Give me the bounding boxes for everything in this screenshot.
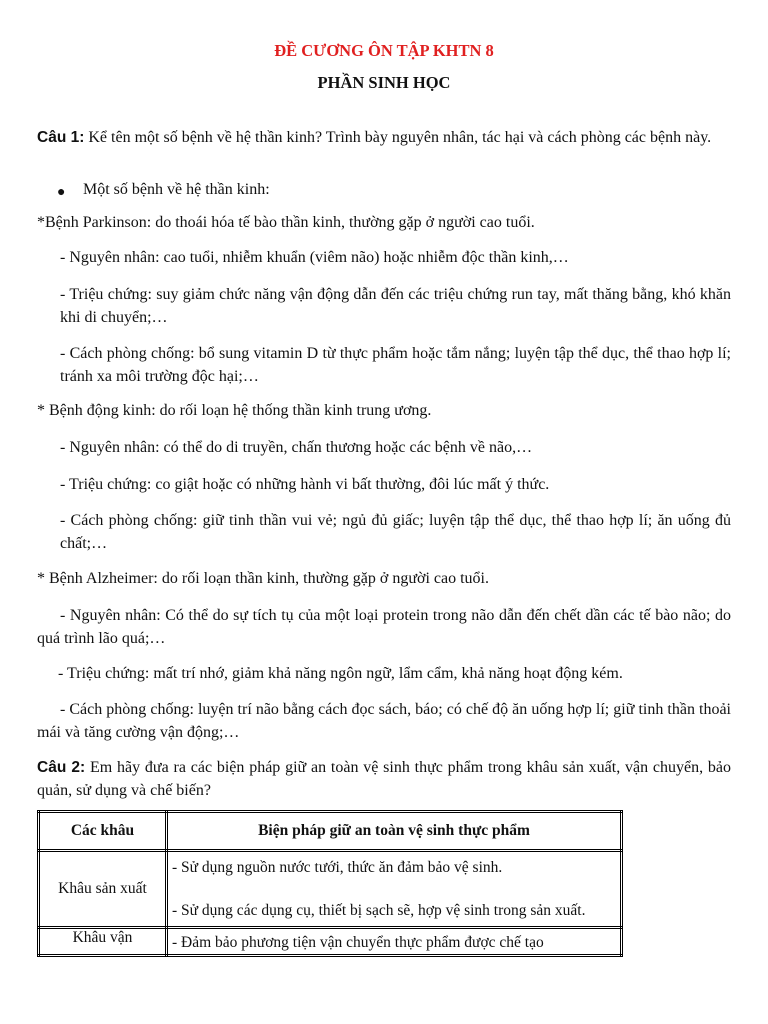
alzheimer-prevention: - Cách phòng chống: luyện trí não bằng cách đọc sách, báo; có chế độ ăn uống hợp lí; giữ tinh thần thoải mái và tăng cường vận động;… bbox=[37, 701, 731, 741]
alzheimer-symptom: - Triệu chứng: mất trí nhớ, giảm khả năng ngôn ngữ, lẩm cẩm, khả năng hoạt động kém. bbox=[58, 665, 623, 682]
parkinson-prevention: - Cách phòng chống: bổ sung vitamin D từ thực phẩm hoặc tắm nắng; luyện tập thể dục, thể thao hợp lí; tránh xa môi trường độc hại;… bbox=[60, 345, 731, 385]
question-2-label: Câu 2: bbox=[37, 759, 86, 776]
measure-item: - Sử dụng các dụng cụ, thiết bị sạch sẽ, hợp vệ sinh trong sản xuất. bbox=[172, 902, 586, 919]
table-header-row bbox=[39, 812, 622, 851]
question-2-text: Em hãy đưa ra các biện pháp giữ an toàn vệ sinh thực phẩm trong khâu sản xuất, vận chuyển, bảo quản, sử dụng và chế biến? bbox=[37, 759, 732, 799]
question-2 bbox=[37, 756, 731, 802]
alzheimer-cause: - Nguyên nhân: Có thể do sự tích tụ của một loại protein trong não dẫn đến chết dần các tế bào não; do quá trình lão quá;… bbox=[37, 607, 731, 647]
question-1-text: Kể tên một số bệnh về hệ thần kinh? Trình bày nguyên nhân, tác hại và cách phòng các bệnh này. bbox=[88, 129, 712, 146]
table-header-measures: Biện pháp giữ an toàn vệ sinh thực phẩm bbox=[167, 812, 622, 851]
epilepsy-symptom: - Triệu chứng: co giật hoặc có những hành vi bất thường, đôi lúc mất ý thức. bbox=[60, 476, 550, 493]
parkinson-cause: - Nguyên nhân: cao tuổi, nhiễm khuẩn (viêm não) hoặc nhiễm độc thần kinh,… bbox=[60, 249, 569, 266]
bullet-icon: ● bbox=[57, 185, 66, 200]
alzheimer-heading: * Bệnh Alzheimer: do rối loạn thần kinh, thường gặp ở người cao tuổi. bbox=[37, 570, 489, 587]
table-row bbox=[39, 851, 622, 928]
measure-item: - Đảm bảo phương tiện vận chuyển thực phẩm được chế tạo bbox=[172, 934, 544, 951]
measures-cell bbox=[167, 851, 622, 928]
document-subtitle: PHẦN SINH HỌC bbox=[317, 73, 451, 92]
parkinson-symptom: - Triệu chứng: suy giảm chức năng vận động dẫn đến các triệu chứng run tay, mất thăng bằng, khó khăn khi di chuyển;… bbox=[60, 286, 731, 326]
stage-cell: Khâu vận bbox=[39, 928, 167, 956]
food-safety-table bbox=[37, 810, 623, 957]
parkinson-heading: *Bệnh Parkinson: do thoái hóa tế bào thần kinh, thường gặp ở người cao tuổi. bbox=[37, 214, 535, 231]
question-1 bbox=[37, 126, 731, 149]
bullet-text: Một số bệnh về hệ thần kinh: bbox=[83, 181, 270, 198]
question-1-label: Câu 1: bbox=[37, 129, 85, 146]
epilepsy-heading: * Bệnh động kinh: do rối loạn hệ thống thần kinh trung ương. bbox=[37, 402, 432, 419]
measure-item: - Sử dụng nguồn nước tưới, thức ăn đảm bảo vệ sinh. bbox=[172, 859, 503, 876]
table-row bbox=[39, 928, 622, 956]
epilepsy-prevention: - Cách phòng chống: giữ tinh thần vui vẻ; ngủ đủ giấc; luyện tập thể dục, thể thao hợp lí; ăn uống đủ chất;… bbox=[60, 512, 731, 552]
epilepsy-cause: - Nguyên nhân: có thể do di truyền, chấn thương hoặc các bệnh về não,… bbox=[60, 439, 533, 456]
document-title: ĐỀ CƯƠNG ÔN TẬP KHTN 8 bbox=[274, 41, 494, 60]
measures-cell bbox=[167, 928, 622, 956]
table-header-stage: Các khâu bbox=[39, 812, 167, 851]
stage-cell: Khâu sản xuất bbox=[39, 851, 167, 928]
